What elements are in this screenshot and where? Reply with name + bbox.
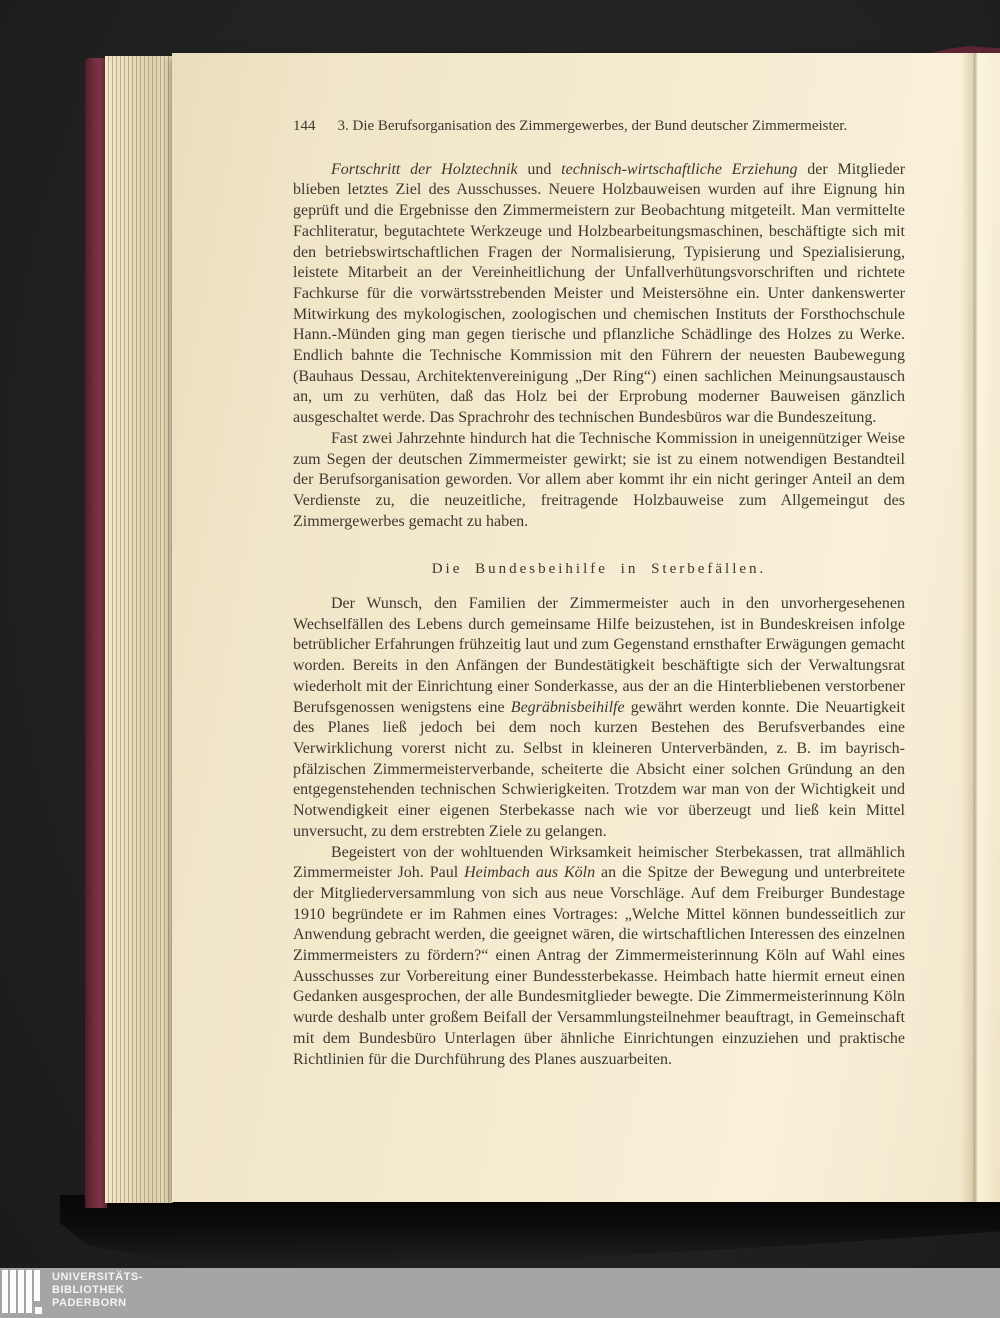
section-heading: Die Bundesbeihilfe in Sterbefällen. [431, 561, 767, 578]
running-title: 3. Die Berufsorganisation des Zimmergewerbes, der Bund deutscher Zimmermeister. [337, 118, 848, 134]
body-text: an die Spitze der Bewegung und unterbreitete der Mitgliederversammlung von sich aus neue Vorschläge. Auf dem Freiburger Bundestage 1910 begründete er im Rahmen eines Vortrages: „Welche Mittel können bundesseitlich zur Anwendung gebracht werden, die geeignet wären, die wirtschaftlichen Interessen des einzelnen Zimmermeisters zu fördern?“ einen Antrag der Zimmermeisterinnung Köln auf Wahl eines Ausschusses zur Vorbereitung einer Bundessterbekasse. Heimbach hatte hiermit erneut einen Gedanken ausgesprochen, der alle Bundesmitglieder bewegte. Die Zimmermeisterinnung Köln wurde deshalb unter großem Beifall der Versammlungsteilnehmer beauftragt, in Gemeinschaft mit dem Bundesbüro Unterlagen über ähnliche Einrichtungen einzuziehen und praktische Richtlinien für die Durchführung des Planes auszuarbeiten. [293, 864, 906, 1068]
italic-phrase-erziehung: technisch-wirtschaftliche Erziehung [561, 160, 798, 178]
italic-phrase-holztechnik: Fortschritt der Holztechnik [331, 160, 518, 178]
page-edges-stack [105, 56, 173, 1203]
paragraph-2 [293, 429, 905, 533]
paragraph-1 [293, 160, 905, 429]
logo-bar [18, 1270, 24, 1313]
body-text: gewährt werden konnte. Die Neuartigkeit des Planes ließ jedoch bei dem noch kurzen Bestehen des Berufsverbandes eine Verwirklichung vorerst nicht zu. Selbst in kleineren Unterverbänden, z. B. im bayrisch-pfälzischen Zimmermeisterverbande, scheiterte die Absicht einer solchen Gründung an den entgegenstehenden technischen Schwierigkeiten. Trotzdem war man von der Wichtigkeit und Notwendigkeit einer eigenen Sterbekasse nach wie vor überzeugt und ließ kein Mittel unversucht, zu dem erstrebten Ziele zu gelangen. [293, 698, 906, 840]
logo-bar-exclamation [34, 1270, 40, 1301]
watermark-band [0, 1268, 1000, 1318]
italic-phrase-begraebnisbeihilfe: Begräbnisbeihilfe [510, 698, 625, 716]
paragraph-3 [293, 594, 905, 842]
body-text: Der Wunsch, den Familien der Zimmermeister auch in den unvorhergesehenen Wechselfällen des Lebens durch gemeinsame Hilfe beizustehen, ist in Bundeskreisen infolge betrüblicher Erfahrungen frühzeitig laut und zum Gegenstand ernsthafter Erwägungen gemacht worden. Bereits in den Anfängen der Bundestätigkeit beschäftigte sich der Verwaltungsrat wiederholt mit der Einrichtung einer Sonderkasse, aus der an die Hinterbliebenen verstorbener Berufsgenossen wenigstens eine [293, 595, 905, 716]
watermark-line: PADERBORN [52, 1297, 127, 1309]
book-page [172, 53, 1000, 1202]
book-cover-left-edge [85, 58, 107, 1208]
body-text: und [517, 160, 562, 178]
page-header [293, 116, 905, 137]
italic-phrase-heimbach: Heimbach aus Köln [464, 864, 596, 882]
body-text: Fast zwei Jahrzehnte hindurch hat die Technische Kommission in uneigennütziger Weise zum Segen der deutschen Zimmermeister gewirkt; sie ist zu einem notwendigen Bestandteil der Berufsorganisation geworden. Vor allem aber kommt ihr ein nicht geringer Anteil an dem Verdienste zu, die neuzeitliche, freitragende Holzbauweise zum Allgemeingut des Zimmergewerbes gemacht zu haben. [293, 429, 905, 530]
book-shadow [60, 1195, 1000, 1265]
page-gutter-crease [961, 53, 995, 1202]
logo-bar [26, 1270, 32, 1313]
paragraph-4 [293, 843, 905, 1071]
logo-dot [35, 1307, 42, 1314]
body-text: der Mitglieder blieben letztes Ziel des Ausschusses. Neuere Holzbauweisen wurden auf ihre Eignung hin geprüft und die Ergebnisse den Zimmermeistern zur Beobachtung mitgeteilt. Man vermittelte Fachliteratur, begutachtete Werkzeuge und Holzbearbeitungsmaschinen, beschäftigte sich mit den betriebswirtschaftlichen Fragen der Normalisierung, Typisierung und Spezialisierung, leistete Mitarbeit an der Vereinheitlichung der Unfallverhütungsvorschriften und richtete Fachkurse für die vorwärtsstrebenden Meister und Meistersöhne ein. Unter dankenswerter Mitwirkung des mykologischen, zoologischen und chemischen Instituts der Forsthochschule Hann.-Münden ging man gegen tierische und pflanzliche Schädlinge des Holzes zu Werke. Endlich bahnte die Technische Kommission mit den Führern der neuesten Baubewegung (Bauhaus Dessau, Architektenvereinigung „Der Ring“) einen sachlichen Meinungsaustausch an, um zu verhüten, daß das Holz bei der Erprobung moderner Bauweisen gänzlich ausgeschaltet werde. Das Sprachrohr des technischen Bundesbüros war die Bundeszeitung. [293, 160, 906, 427]
watermark-text [52, 1271, 143, 1310]
body-text: Begeistert von der wohltuenden Wirksamkeit heimischer Sterbekassen, trat allmählich Zimmermeister Joh. Paul [293, 843, 905, 882]
ub-paderborn-logo-icon [2, 1270, 50, 1316]
watermark-line: BIBLIOTHEK [52, 1284, 125, 1296]
logo-bar [2, 1270, 8, 1313]
logo-bar [10, 1270, 16, 1313]
page-number: 144 [293, 118, 316, 134]
page-text-block [293, 116, 905, 1070]
watermark-line: UNIVERSITÄTS- [52, 1271, 143, 1283]
